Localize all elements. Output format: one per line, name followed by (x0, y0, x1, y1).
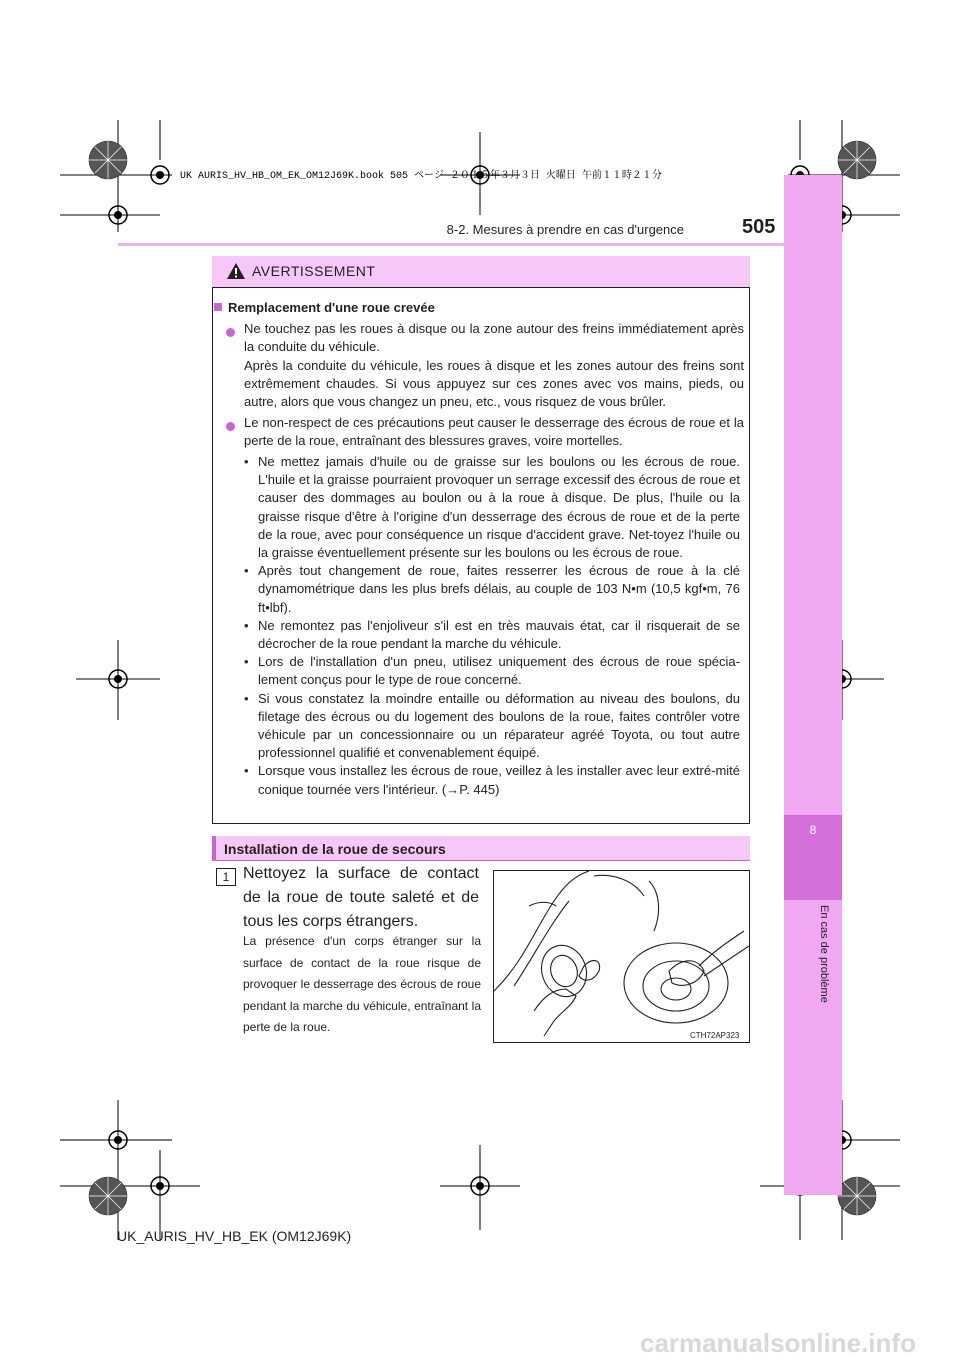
chapter-title: En cas de problème (818, 905, 830, 1003)
list-item-text: Ne mettez jamais d'huile ou de graisse sur les boulons ou les écrous de roue. L'huile et la graisse pourraient provoquer un serrage excessif des écrous de roue et causer des dommages au boulon ou à la roue à disque. De plus, l'huile ou la graisse risque d'être à l'origine d'un desserrage des écrous de roue et de la perte de la roue, avec pour conséquence un risque d'accident grave. Net-toyez l'huile ou la graisse éventuellement présente sur les boulons ou les écrous de roue. (258, 454, 740, 561)
wheel-cleaning-illustration (494, 871, 749, 1042)
warning-bullet-1-cont: Après la conduite du véhicule, les roues à disque et les zones autour des freins sont extrêmement chaudes. Si vous appuyez sur ces zones avec vos mains, pieds, ou autre, alors que vous changez un pneu, etc., vous risquez de vous brûler. (244, 358, 744, 410)
bullet-dot-icon (226, 418, 235, 436)
watermark: carmanualsonline.info (640, 1328, 916, 1358)
list-item: • Lorsque vous installez les écrous de roue, veillez à les installer avec leur extré-mité conique tournée vers l'intérieur. (→P. 445) (244, 763, 740, 797)
figure-label: CTH72AP323 (690, 1031, 740, 1040)
step-text: Nettoyez la surface de contact de la roue de toute saleté et de tous les corps étrangers. (243, 865, 479, 930)
warning-heading-text: Remplacement d'une roue crevée (228, 300, 435, 315)
footer-model: UK_AURIS_HV_HB_EK (OM12J69K) (117, 1228, 352, 1244)
warning-title: AVERTISSEMENT (252, 263, 376, 279)
page-number: 505 (742, 216, 776, 238)
section-title: 8-2. Mesures à prendre en cas d'urgence (446, 222, 684, 237)
step-number-box: 1 (216, 868, 236, 886)
list-item-text: Lors de l'installation d'un pneu, utilisez uniquement des écrous de roue spécia-lement conçus pour le type de roue concerné. (258, 654, 740, 688)
list-item-text: Ne remontez pas l'enjoliveur s'il est en très mauvais état, car il risquerait de se décrocher de la roue pendant la marche du véhicule. (258, 617, 740, 652)
list-item-text: Lorsque vous installez les écrous de roue, veillez à les installer avec leur extré-mité conique tournée vers l'intérieur. (→P. 445) (258, 763, 740, 797)
warning-heading (214, 299, 744, 317)
section-heading: Installation de la roue de secours (224, 841, 446, 857)
list-item-text: Après tout changement de roue, faites resserrer les écrous de roue à la clé dynamométrique dans les plus brefs délais, au couple de 103 N•m (10,5 kgf•m, 76 ft•lbf). (258, 563, 740, 615)
warning-sub-list (244, 453, 740, 799)
warning-bullet-2: Le non-respect de ces précautions peut causer le desserrage des écrous de roue et la perte de la roue, entraînant des blessures graves, voire mortelles. (244, 415, 744, 449)
book-info: UK AURIS_HV_HB_OM_EK_OM12J69K.book 505 ページ ２０１５年３月３日 火曜日 午前１１時２１分 (180, 171, 662, 182)
warning-bullet-1: Ne touchez pas les roues à disque ou la zone autour des freins immédiatement après la conduite du véhicule. (244, 321, 744, 355)
list-item: • Si vous constatez la moindre entaille ou déformation au niveau des boulons, du filetage des écrous ou du logement des boulons de la roue, faites contrôler votre véhicule par un concessionnaire ou un réparateur agréé Toyota, ou tout autre professionnel qualifié et convenablement équipé. (244, 690, 740, 761)
header-rule (118, 243, 786, 246)
list-item: • Après tout changement de roue, faites resserrer les écrous de roue à la clé dynamométrique dans les plus brefs délais, au couple de 103 N•m (10,5 kgf•m, 76 ft•lbf). (244, 563, 740, 615)
list-item-text: Si vous constatez la moindre entaille ou déformation au niveau des boulons, du filetage des écrous ou du logement des boulons de la roue, faites contrôler votre véhicule par un concessionnaire ou un réparateur agréé Toyota, ou tout autre professionnel qualifié et convenablement équipé. (258, 690, 740, 761)
warning-triangle-icon (226, 262, 246, 280)
square-bullet-icon (214, 303, 222, 311)
side-tab (784, 175, 842, 1195)
list-item: • Ne remontez pas l'enjoliveur s'il est en très mauvais état, car il risquerait de se décrocher de la roue pendant la marche du véhicule. (244, 617, 740, 652)
list-item: • Ne mettez jamais d'huile ou de graisse sur les boulons ou les écrous de roue. L'huile et la graisse pourraient provoquer un serrage excessif des écrous de roue et causer des dommages au boulon ou à la roue à disque. De plus, l'huile ou la graisse risque d'être à l'origine d'un desserrage des écrous de roue et de la perte de la roue, avec pour conséquence un risque d'accident grave. Net-toyez l'huile ou la graisse éventuellement présente sur les boulons ou les écrous de roue. (244, 454, 740, 561)
chapter-number: 8 (809, 823, 817, 837)
section-bar-accent (212, 836, 216, 860)
step-note: La présence d'un corps étranger sur la surface de contact de la roue risque de provoquer le desserrage des écrous de roue pendant la marche du véhicule, entraînant la perte de la roue. (243, 934, 481, 1034)
list-item: • Lors de l'installation d'un pneu, utilisez uniquement des écrous de roue spécia-lement conçus pour le type de roue concerné. (244, 654, 740, 688)
bullet-dot-icon (226, 324, 235, 342)
